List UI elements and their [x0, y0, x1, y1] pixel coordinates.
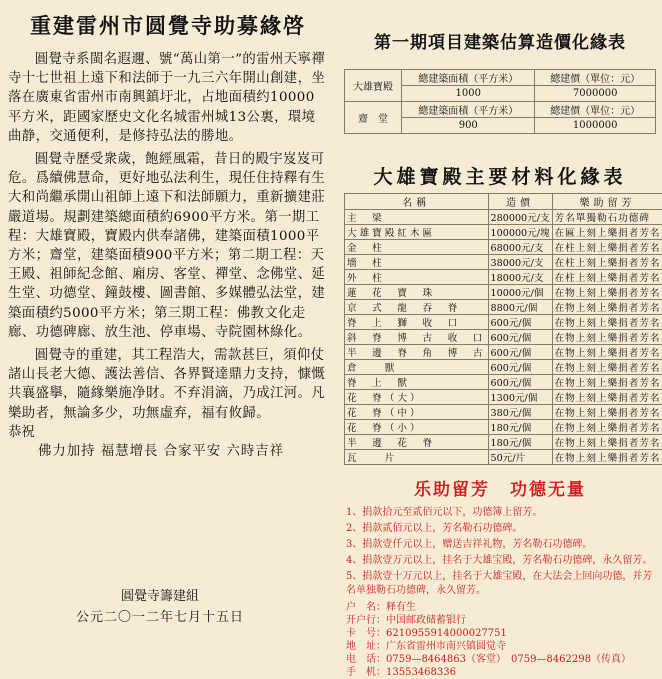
donation-tables [344, 6, 656, 679]
material-name: 花 脊（中） [345, 405, 489, 420]
donation-rules [344, 506, 656, 598]
material-honor: 在物上刻上樂捐者芳名 [552, 435, 662, 450]
table-row [345, 315, 662, 330]
material-honor: 芳名單獨勒石功德碑 [552, 210, 662, 225]
material-honor: 在物上刻上樂捐者芳名 [552, 390, 662, 405]
material-honor: 在物上刻上樂捐者芳名 [552, 300, 662, 315]
materials-title: 大雄寶殿主要材料化緣表 [344, 162, 656, 189]
material-name: 墻 柱 [345, 255, 489, 270]
budget-area-label: 總建築面積（平方米） [402, 102, 535, 118]
budget-cost-label: 總建價（單位：元） [535, 102, 656, 118]
rule-item: 3、捐款壹仟元以上，赠送吉祥礼物，芳名勒石功德碑。 [346, 538, 656, 552]
material-cost: 600元/個 [488, 360, 552, 375]
table-row [345, 375, 662, 390]
budget-title: 第一期項目建築估算造價化緣表 [344, 28, 656, 53]
table-row [345, 210, 662, 225]
account-name: 户 名：释有生 [346, 601, 656, 614]
material-honor: 在物上刻上樂捐者芳名 [552, 375, 662, 390]
table-row [345, 270, 662, 285]
budget-area: 1000 [402, 86, 535, 102]
letter-paragraph-2: 圓覺寺歷受衆歲，飽經風霜，昔日的殿宇岌岌可危。爲續佛慧命，更好地弘法利生，現任住持釋有生大和尚繼承開山祖師上遠下和法師願力，重新擴建莊嚴道場。規劃建築總面積約6900平方米。第一期工程：大雄寶殿，寶殿内供奉諸佛，建築面積1000平方米；齋堂，建築面積900平方米；第二期工程：天王殿、祖師紀念館、廂房、客堂、禪堂、念佛堂、延生堂、功德堂、鐘鼓樓、圖書館、多媒體弘法堂，建築面積约5000平方米；第三期工程：佛教文化走廊、功德碑廊、放生池、停車場、寺院園林綠化。 [8, 150, 328, 342]
fund-slogan-right: 功德无量 [510, 480, 586, 500]
phone: 电 话：0759—8464863（客堂） 0759—8462298（传真） [346, 653, 656, 666]
material-cost: 600元/個 [488, 315, 552, 330]
material-cost: 280000元/支 [488, 210, 552, 225]
bank-info [346, 601, 656, 679]
letter-organization: 圓覺寺籌建組 [0, 585, 320, 604]
material-honor: 在物上刻上樂捐者芳名 [552, 315, 662, 330]
table-row [345, 225, 662, 240]
table-row [345, 255, 662, 270]
material-cost: 600元/個 [488, 375, 552, 390]
material-cost: 38000元/支 [488, 255, 552, 270]
material-honor: 在物上刻上樂捐者芳名 [552, 420, 662, 435]
table-row [345, 420, 662, 435]
material-cost: 8800元/個 [488, 300, 552, 315]
rule-item: 2、捐款贰佰元以上，芳名勒石功德碑。 [346, 522, 656, 536]
material-name: 脊 上 獸 [345, 375, 489, 390]
budget-cost: 1000000 [535, 118, 656, 134]
appeal-letter [8, 10, 328, 461]
fund-slogan-left: 乐助留芳 [414, 480, 490, 500]
letter-closing: 恭祝 [8, 423, 328, 442]
table-row [345, 450, 662, 465]
header-name: 名稱 [345, 194, 489, 210]
material-honor: 在物上刻上樂捐者芳名 [552, 330, 662, 345]
table-row [345, 285, 662, 300]
table-row [345, 405, 662, 420]
material-name: 倉 獸 [345, 360, 489, 375]
material-honor: 在物上刻上樂捐者芳名 [552, 345, 662, 360]
table-row [345, 435, 662, 450]
materials-table [344, 193, 662, 465]
material-name: 金 柱 [345, 240, 489, 255]
material-cost: 600元/個 [488, 330, 552, 345]
letter-paragraph-3: 圓覺寺的重建，其工程浩大，需款甚巨，須仰仗諸山長老大德、護法善信、各界賢達鼎力支持，慷慨共襄盛擧，隨緣樂施净財。不弃涓滴，乃成江河。凡樂助者，無論多少，功無虛弃，福有攸歸。 [8, 346, 328, 423]
table-row [345, 330, 662, 345]
material-name: 瓦 片 [345, 450, 489, 465]
material-cost: 50元/片 [488, 450, 552, 465]
table-row [345, 102, 656, 118]
material-name: 半 邊 花 脊 [345, 435, 489, 450]
letter-paragraph-1: 圓覺寺系閩名遐邇、號“萬山第一”的雷州天寧禪寺十七世祖上遠下和法師于一九三六年開山創建，坐落在廣東省雷州市南興鎮圩北，占地面積约10000平方米，距國家歷史文化名城雷州城13公裏，環境曲静，交通便利，是修持弘法的勝地。 [8, 50, 328, 146]
table-header-row [345, 194, 662, 210]
table-row [345, 345, 662, 360]
budget-table [344, 69, 656, 134]
account-number: 卡 号：6210955914000027751 [346, 627, 656, 640]
material-cost: 10000元/個 [488, 285, 552, 300]
budget-area: 900 [402, 118, 535, 134]
material-honor: 在物上刻上樂捐者芳名 [552, 360, 662, 375]
material-cost: 600元/個 [488, 345, 552, 360]
header-honor: 樂助留芳 [552, 194, 662, 210]
material-cost: 180元/個 [488, 420, 552, 435]
material-cost: 18000元/支 [488, 270, 552, 285]
letter-date: 公元二〇一二年七月十五日 [0, 606, 320, 625]
material-honor: 在物上刻上樂捐者芳名 [552, 450, 662, 465]
material-honor: 在物上刻上樂捐者芳名 [552, 405, 662, 420]
rule-item: 4、捐款壹万元以上，挂名于大雄宝殿，芳名勒石功德碑，永久留芳。 [346, 554, 656, 568]
budget-name: 齋 堂 [345, 102, 402, 134]
mobile: 手 机：13553468336 [346, 666, 656, 679]
table-row [345, 300, 662, 315]
budget-area-label: 總建築面積（平方米） [402, 70, 535, 86]
material-cost: 180元/個 [488, 435, 552, 450]
material-name: 斜 脊 博 古 收 口 [345, 330, 489, 345]
budget-name: 大雄寶殿 [345, 70, 402, 102]
letter-title: 重建雷州市圆覺寺助募緣啓 [8, 10, 328, 40]
material-name: 脊 上 獅 收 口 [345, 315, 489, 330]
address: 地 址：广东省雷州市南兴镇圆觉寺 [346, 640, 656, 653]
material-honor: 在柱上刻上樂捐者芳名 [552, 270, 662, 285]
table-row [345, 70, 656, 86]
rule-item: 5、捐款壹十万元以上，挂名于大雄宝殿，在大法会上回向功德，并芳名单独勒石功德碑，永久留芳。 [346, 570, 656, 598]
budget-cost-label: 總建價（單位：元） [535, 70, 656, 86]
material-honor: 在柱上刻上樂捐者芳名 [552, 255, 662, 270]
material-cost: 1300元/個 [488, 390, 552, 405]
material-honor: 在柱上刻上樂捐者芳名 [552, 240, 662, 255]
material-name: 主 梁 [345, 210, 489, 225]
letter-blessing: 佛力加持 福慧增長 合家平安 六時吉祥 [8, 442, 328, 461]
material-honor: 在物上刻上樂捐者芳名 [552, 285, 662, 300]
rule-item: 1、捐款拾元至贰佰元以下，功德簿上留芳。 [346, 506, 656, 520]
table-row [345, 240, 662, 255]
table-row [345, 390, 662, 405]
material-cost: 68000元/支 [488, 240, 552, 255]
material-cost: 380元/個 [488, 405, 552, 420]
budget-cost: 7000000 [535, 86, 656, 102]
material-name: 蓮 花 寶 珠 [345, 285, 489, 300]
fund-slogan [344, 475, 656, 500]
material-name: 花 脊（大） [345, 390, 489, 405]
material-cost: 100000元/塊 [488, 225, 552, 240]
material-name: 京 式 龍 吞 脊 [345, 300, 489, 315]
material-name: 大雄寶殿紅木匾 [345, 225, 489, 240]
materials-body [345, 210, 662, 465]
material-name: 花 脊（小） [345, 420, 489, 435]
material-name: 半 邊 脊 角 博 古 [345, 345, 489, 360]
table-row [345, 360, 662, 375]
bank-name: 开户行：中国邮政储蓄银行 [346, 614, 656, 627]
material-honor: 在匾上刻上樂捐者芳名 [552, 225, 662, 240]
header-cost: 造價 [488, 194, 552, 210]
material-name: 外 柱 [345, 270, 489, 285]
